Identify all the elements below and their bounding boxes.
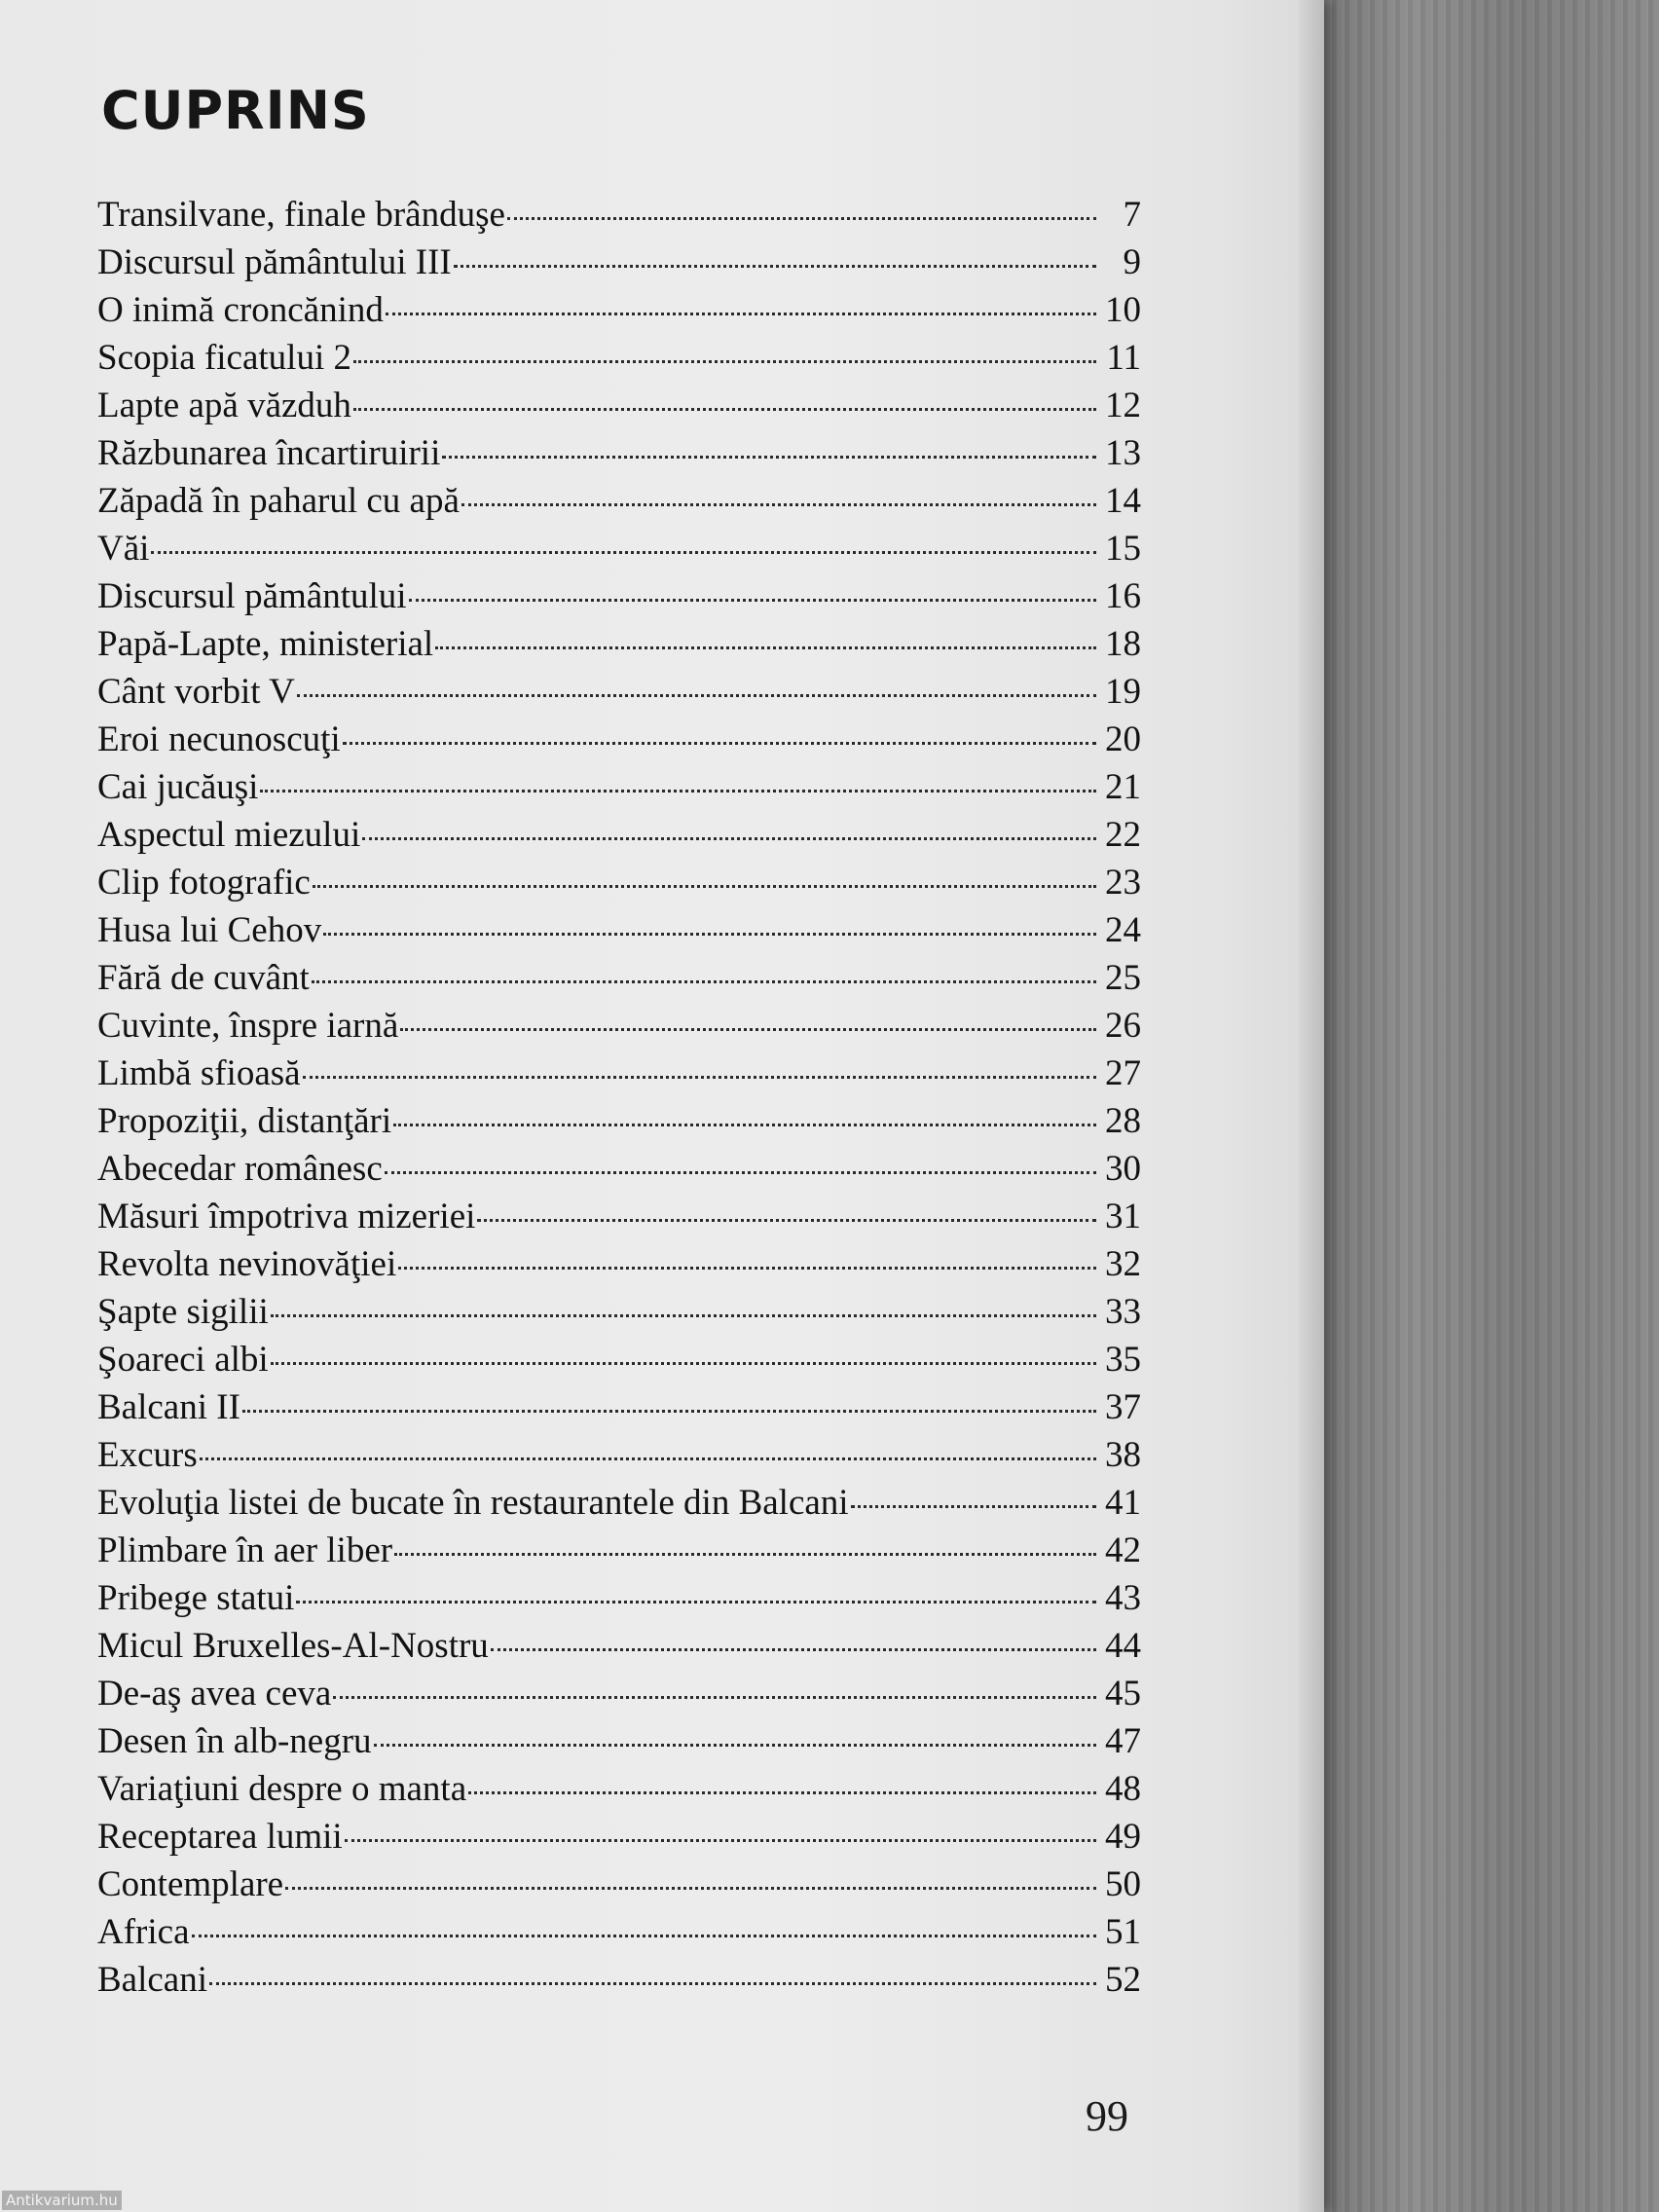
toc-entry-page: 42: [1105, 1530, 1141, 1570]
toc-entry-page: 48: [1105, 1769, 1141, 1809]
toc-entry-page: 20: [1105, 719, 1141, 759]
toc-entry-page: 52: [1105, 1960, 1141, 2000]
toc-entry: [97, 575, 1141, 623]
toc-dot-leader: [151, 550, 1096, 554]
toc-entry-title: Evoluţia listei de bucate în restaurantele din Balcani: [97, 1483, 849, 1523]
toc-entry: [97, 1052, 1141, 1100]
toc-entry: [97, 1148, 1141, 1196]
toc-entry-title: Măsuri împotriva mizeriei: [97, 1197, 476, 1236]
toc-entry-page: 24: [1105, 910, 1141, 950]
toc-dot-leader: [507, 216, 1096, 220]
toc-dot-leader: [461, 502, 1096, 506]
toc-entry-title: Discursul pământului: [97, 576, 407, 616]
toc-entry-title: Africa: [97, 1912, 190, 1952]
page-number: 99: [1086, 2092, 1128, 2140]
toc-entry-title: Excurs: [97, 1435, 198, 1475]
toc-entry-title: Clip fotografic: [97, 863, 311, 903]
toc-entry-page: 21: [1105, 767, 1141, 807]
toc-entry: [97, 480, 1141, 528]
toc-entry: [97, 385, 1141, 432]
toc-entry: [97, 766, 1141, 814]
toc-entry-page: 49: [1105, 1817, 1141, 1857]
toc-dot-leader: [312, 979, 1096, 983]
toc-entry-title: Balcani: [97, 1960, 208, 2000]
toc-entry: [97, 1434, 1141, 1482]
toc-entry-page: 16: [1105, 576, 1141, 616]
toc-entry-page: 38: [1105, 1435, 1141, 1475]
toc-entry-page: 33: [1105, 1292, 1141, 1332]
toc-dot-leader: [323, 932, 1096, 936]
toc-entry-page: 35: [1105, 1340, 1141, 1380]
toc-dot-leader: [477, 1218, 1096, 1222]
toc-entry-page: 28: [1105, 1101, 1141, 1141]
toc-entry-page: 27: [1105, 1053, 1141, 1093]
toc-entry: [97, 1005, 1141, 1052]
toc-entry: [97, 1291, 1141, 1339]
toc-dot-leader: [385, 1170, 1096, 1174]
toc-entry-page: 31: [1105, 1197, 1141, 1236]
toc-entry-title: Abecedar românesc: [97, 1149, 383, 1189]
toc-entry-page: 12: [1105, 386, 1141, 425]
toc-entry-page: 7: [1123, 195, 1141, 235]
toc-entry-page: 23: [1105, 863, 1141, 903]
toc-dot-leader: [353, 407, 1096, 411]
toc-entry-page: 26: [1105, 1006, 1141, 1046]
toc-entry: [97, 623, 1141, 671]
toc-entry: [97, 1863, 1141, 1911]
page-edge: [1299, 0, 1324, 2212]
toc-entry: [97, 194, 1141, 241]
watermark: Antikvarium.hu: [2, 2191, 122, 2210]
toc-entry-title: De-aş avea ceva: [97, 1674, 332, 1714]
toc-entry: [97, 814, 1141, 862]
toc-entry-page: 22: [1105, 815, 1141, 855]
toc-entry: [97, 1673, 1141, 1720]
toc-entry: [97, 289, 1141, 337]
toc-dot-leader: [409, 598, 1096, 602]
toc-entry-title: Răzbunarea încartiruirii: [97, 433, 441, 473]
toc-dot-leader: [491, 1647, 1096, 1651]
toc-dot-leader: [260, 789, 1096, 793]
toc-entry-title: Fără de cuvânt: [97, 958, 310, 998]
toc-entry: [97, 1577, 1141, 1625]
toc-entry: [97, 1100, 1141, 1148]
toc-entry: [97, 671, 1141, 719]
toc-dot-leader: [271, 1361, 1096, 1365]
toc-dot-leader: [343, 741, 1096, 745]
toc-entry-page: 10: [1105, 290, 1141, 330]
toc-entry-page: 11: [1106, 338, 1141, 378]
toc-entry: [97, 909, 1141, 957]
toc-dot-leader: [398, 1266, 1096, 1270]
toc-entry-title: Receptarea lumii: [97, 1817, 343, 1857]
toc-entry-page: 15: [1105, 529, 1141, 569]
toc-entry-title: Scopia ficatului 2: [97, 338, 351, 378]
toc-entry-page: 18: [1105, 624, 1141, 664]
toc-entry-title: Văi: [97, 529, 150, 569]
toc-dot-leader: [296, 1600, 1096, 1604]
toc-dot-leader: [333, 1695, 1096, 1699]
toc-dot-leader: [353, 359, 1096, 363]
toc-dot-leader: [313, 884, 1096, 888]
table-of-contents: [97, 194, 1141, 2007]
toc-entry: [97, 1339, 1141, 1386]
toc-entry-page: 9: [1123, 242, 1141, 282]
toc-dot-leader: [242, 1409, 1096, 1413]
toc-dot-leader: [345, 1838, 1096, 1842]
toc-entry-title: Contemplare: [97, 1864, 284, 1904]
toc-entry-title: Variaţiuni despre o manta: [97, 1769, 467, 1809]
toc-entry-page: 30: [1105, 1149, 1141, 1189]
toc-entry-title: Lapte apă văzduh: [97, 386, 351, 425]
background-surface: [1305, 0, 1659, 2212]
toc-entry-title: Micul Bruxelles-Al-Nostru: [97, 1626, 489, 1666]
toc-entry: [97, 1768, 1141, 1816]
toc-entry-page: 51: [1105, 1912, 1141, 1952]
toc-dot-leader: [400, 1027, 1096, 1031]
toc-entry: [97, 1816, 1141, 1863]
toc-entry-title: Pribege statui: [97, 1578, 295, 1618]
toc-entry-page: 41: [1105, 1483, 1141, 1523]
toc-entry-title: Propoziţii, distanţări: [97, 1101, 392, 1141]
toc-dot-leader: [285, 1886, 1096, 1890]
toc-entry: [97, 1243, 1141, 1291]
toc-entry: [97, 719, 1141, 766]
toc-entry-title: Balcani II: [97, 1387, 240, 1427]
toc-entry-title: Cai jucăuşi: [97, 767, 259, 807]
toc-entry-page: 45: [1105, 1674, 1141, 1714]
toc-dot-leader: [297, 693, 1096, 697]
toc-entry-title: Aspectul miezului: [97, 815, 361, 855]
toc-dot-leader: [271, 1313, 1096, 1317]
toc-dot-leader: [468, 1790, 1096, 1794]
toc-entry: [97, 1196, 1141, 1243]
toc-entry-title: Şapte sigilii: [97, 1292, 269, 1332]
toc-dot-leader: [435, 645, 1096, 649]
toc-dot-leader: [386, 312, 1096, 315]
toc-entry-title: Cânt vorbit V: [97, 672, 295, 712]
toc-entry: [97, 1482, 1141, 1530]
toc-entry-title: O inimă croncănind: [97, 290, 384, 330]
toc-dot-leader: [200, 1456, 1096, 1460]
toc-entry-title: Papă-Lapte, ministerial: [97, 624, 434, 664]
toc-entry-title: Zăpadă în paharul cu apă: [97, 481, 460, 521]
toc-entry: [97, 1625, 1141, 1673]
toc-entry-title: Plimbare în aer liber: [97, 1530, 393, 1570]
toc-entry-title: Revolta nevinovăţiei: [97, 1244, 397, 1284]
toc-dot-leader: [192, 1934, 1097, 1937]
toc-dot-leader: [374, 1743, 1096, 1747]
toc-entry: [97, 1911, 1141, 1959]
toc-entry-page: 25: [1105, 958, 1141, 998]
toc-entry-title: Husa lui Cehov: [97, 910, 322, 950]
toc-dot-leader: [454, 264, 1096, 268]
toc-entry: [97, 1530, 1141, 1577]
toc-dot-leader: [393, 1123, 1096, 1126]
toc-dot-leader: [209, 1981, 1096, 1985]
toc-entry-page: 50: [1105, 1864, 1141, 1904]
toc-entry: [97, 1386, 1141, 1434]
toc-entry-page: 47: [1105, 1721, 1141, 1761]
toc-dot-leader: [851, 1504, 1096, 1508]
toc-entry-title: Discursul pământului III: [97, 242, 452, 282]
toc-entry: [97, 432, 1141, 480]
toc-entry-title: Desen în alb-negru: [97, 1721, 372, 1761]
toc-entry-title: Şoareci albi: [97, 1340, 269, 1380]
toc-entry: [97, 957, 1141, 1005]
toc-dot-leader: [442, 455, 1096, 459]
toc-entry-page: 43: [1105, 1578, 1141, 1618]
toc-entry-page: 13: [1105, 433, 1141, 473]
page-title: CUPRINS: [101, 80, 370, 141]
toc-dot-leader: [394, 1552, 1096, 1556]
toc-entry-title: Limbă sfioasă: [97, 1053, 301, 1093]
toc-entry: [97, 337, 1141, 385]
toc-entry-title: Cuvinte, înspre iarnă: [97, 1006, 399, 1046]
toc-entry-page: 19: [1105, 672, 1141, 712]
toc-dot-leader: [303, 1075, 1096, 1079]
toc-entry: [97, 862, 1141, 909]
toc-entry: [97, 528, 1141, 575]
toc-entry: [97, 1720, 1141, 1768]
toc-entry: [97, 1959, 1141, 2007]
toc-entry-page: 14: [1105, 481, 1141, 521]
toc-entry-title: Transilvane, finale brânduşe: [97, 195, 505, 235]
toc-entry-page: 32: [1105, 1244, 1141, 1284]
toc-entry-page: 37: [1105, 1387, 1141, 1427]
toc-entry: [97, 241, 1141, 289]
toc-entry-page: 44: [1105, 1626, 1141, 1666]
toc-dot-leader: [362, 836, 1096, 840]
toc-entry-title: Eroi necunoscuţi: [97, 719, 341, 759]
